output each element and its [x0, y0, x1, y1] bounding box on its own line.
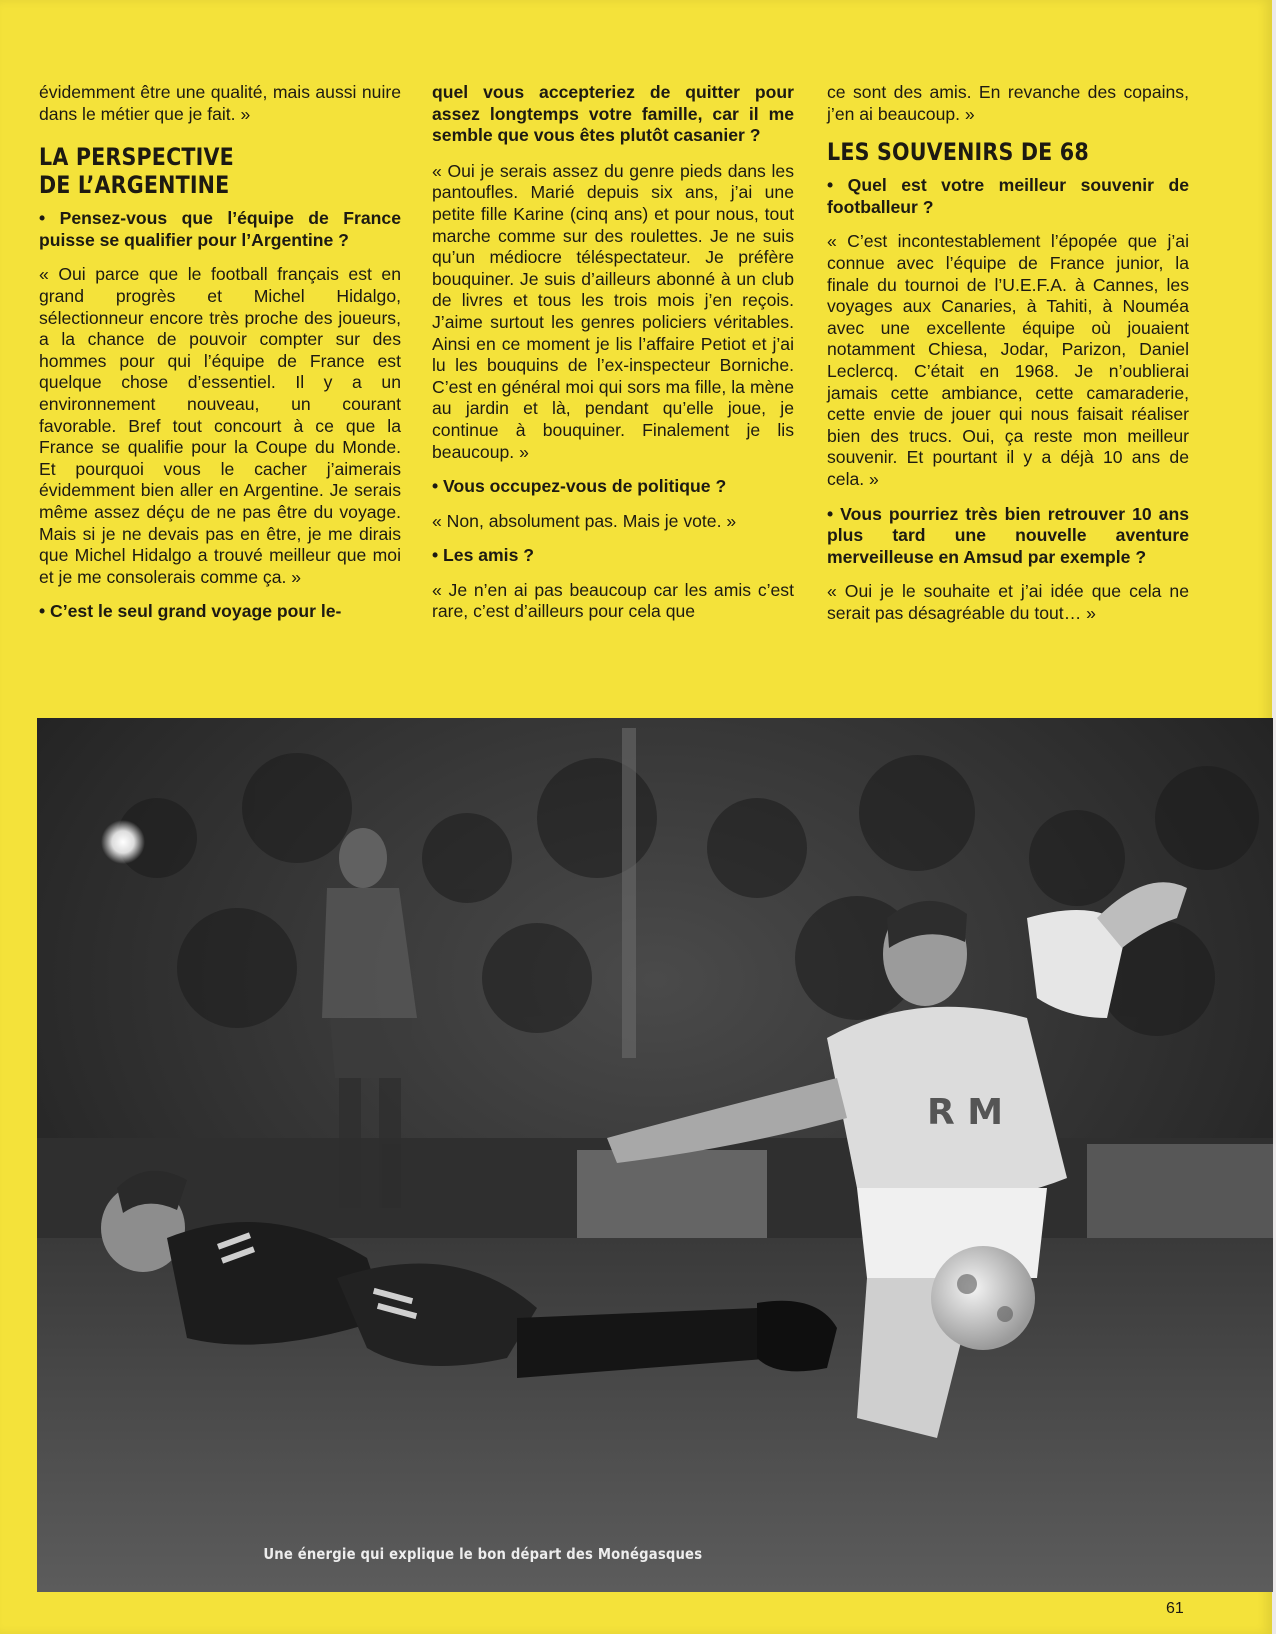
- interview-question: • Quel est votre meilleur souvenir de footballeur ?: [827, 175, 1189, 217]
- photo-illustration: [37, 718, 1273, 1592]
- interview-answer: « Oui je le souhaite et j’ai idée que cela ne serait pas désagréable du tout… »: [827, 581, 1189, 623]
- interview-answer: ce sont des amis. En revanche des copains, j’en ai beaucoup. »: [827, 82, 1189, 124]
- interview-question: • Vous occupez-vous de politique ?: [432, 476, 727, 497]
- interview-answer: « Non, absolument pas. Mais je vote. »: [432, 510, 737, 531]
- section-heading: LA PERSPECTIVE DE L’ARGENTINE: [39, 143, 234, 200]
- jersey-text: R M: [927, 1092, 1004, 1133]
- interview-question: • Pensez-vous que l’équipe de France puisse se qualifier pour l’Argentine ?: [39, 208, 401, 250]
- paragraph: évidemment être une qualité, mais aussi nuire dans le métier que je fait. »: [39, 82, 401, 124]
- article-column-3: [827, 82, 1189, 637]
- section-heading: LES SOUVENIRS DE 68: [827, 138, 1089, 167]
- interview-answer: « Oui je serais assez du genre pieds dans les pantoufles. Marié depuis six ans, j’ai une petite fille Karine (cinq ans) et pour nous, tout marche comme sur des roulettes. Je ne suis qu’un médiocre téléspectateur. Je préfère bouquiner. Je suis d’ailleurs abonné à un club de livres et tous les trois mois j’en reçois. J’aime surtout les genres policiers véritables. Ainsi en ce moment je lis l’affaire Petiot et j’ai lu les bouquins de l’ex-inspecteur Borniche. C’est en général moi qui sors ma fille, la mène au jardin et là, pendant qu’elle joue, je continue à bouquiner. Finalement je lis beaucoup. »: [432, 160, 794, 462]
- page-number: 61: [1166, 1600, 1184, 1617]
- interview-answer: « Oui parce que le football français est en grand progrès et Michel Hidalgo, sélectionneur encore très proche des joueurs, a la chance de pouvoir compter sur des hommes pour qui l’équipe de France est quelque chose d’essentiel. Il y a un environnement nouveau, un courant favorable. Bref tout concourt à ce que la France se qualifie pour la Coupe du Monde. Et pourquoi vous le cacher j’aimerais évidemment bien aller en Argentine. Je serais même assez déçu de ne pas être du voyage. Mais si je ne devais pas en être, je me dirais que Michel Hidalgo a trouvé meilleur que moi et je me consolerais comme ça. »: [39, 264, 401, 587]
- interview-question: • Les amis ?: [432, 545, 534, 566]
- interview-question: • Vous pourriez très bien retrouver 10 ans plus tard une nouvelle aventure merveilleuse en Amsud par exemple ?: [827, 503, 1189, 567]
- interview-answer: « Je n’en ai pas beaucoup car les amis c’est rare, c’est d’ailleurs pour cela que: [432, 579, 794, 622]
- football: [931, 1246, 1035, 1350]
- interview-question: quel vous accepteriez de quitter pour assez longtemps votre famille, car il me semble que vous êtes plutôt casanier ?: [432, 82, 794, 146]
- article-column-1: [39, 82, 401, 636]
- interview-answer: « C’est incontestablement l’épopée que j’ai connue avec l’équipe de France junior, la finale du tournoi de l’U.E.F.A. à Cannes, les voyages aux Canaries, à Tahiti, à Nouméa avec une excellente équipe où jouaient notamment Chiesa, Jodar, Parizon, Daniel Leclercq. C’était en 1968. Je n’oublierai jamais cette ambiance, cette camaraderie, cette envie de jouer qui nous faisait réaliser bien des trucs. Oui, ça reste mon meilleur souvenir. Et pourtant il y a déjà 10 ans de cela. »: [827, 231, 1189, 489]
- football-match-photo: [37, 718, 1273, 1592]
- article-column-2: [432, 82, 794, 636]
- photo-caption: Une énergie qui explique le bon départ des Monégasques: [263, 1545, 703, 1563]
- interview-question: • C’est le seul grand voyage pour le-: [39, 601, 342, 622]
